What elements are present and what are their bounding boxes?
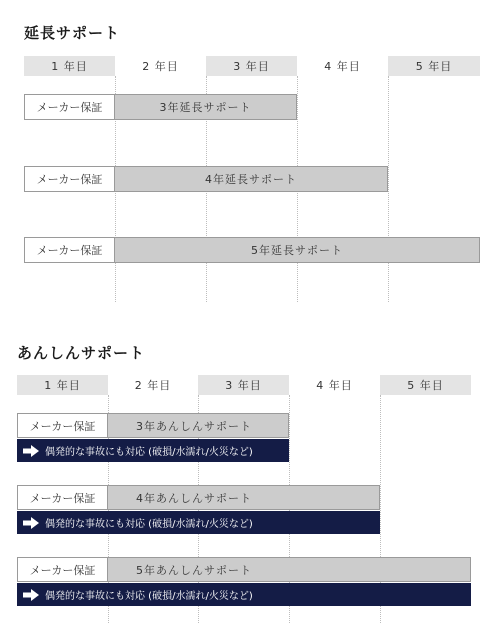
maker-warranty-label: メーカー保証	[17, 413, 108, 438]
extended-bar-3yr: 3年延長サポート	[115, 94, 297, 120]
extended-year-4: 4 年目	[297, 56, 388, 76]
extended-bar-4yr: 4年延長サポート	[115, 166, 388, 192]
extended-bar-5yr: 5年延長サポート	[115, 237, 480, 263]
extended-year-header	[24, 56, 480, 76]
extended-year-2: 2 年目	[115, 56, 206, 76]
maker-warranty-label: メーカー保証	[17, 557, 108, 582]
anshin-bar-4yr: 4年あんしんサポート	[108, 485, 380, 510]
anshin-note-4yr	[17, 511, 380, 534]
anshin-support-title: あんしんサポート	[17, 344, 146, 362]
anshin-note-3yr	[17, 439, 289, 462]
anshin-year-2: 2 年目	[108, 375, 198, 395]
anshin-year-1: 1 年目	[17, 375, 108, 395]
extended-gridline	[388, 76, 389, 302]
extended-support-title: 延長サポート	[24, 24, 121, 42]
right-arrow-icon	[23, 517, 39, 529]
extended-row-5yr	[24, 237, 480, 263]
maker-warranty-label: メーカー保証	[24, 237, 115, 263]
anshin-row-4yr	[17, 485, 380, 510]
accident-coverage-note: 偶発的な事故にも対応 (破損/水濡れ/火災など)	[45, 519, 253, 530]
right-arrow-icon	[23, 445, 39, 457]
anshin-year-3: 3 年目	[198, 375, 289, 395]
anshin-bar-5yr: 5年あんしんサポート	[108, 557, 471, 582]
maker-warranty-label: メーカー保証	[24, 94, 115, 120]
right-arrow-icon	[23, 589, 39, 601]
anshin-note-5yr	[17, 583, 471, 606]
accident-coverage-note: 偶発的な事故にも対応 (破損/水濡れ/火災など)	[45, 447, 253, 458]
extended-year-1: 1 年目	[24, 56, 115, 76]
maker-warranty-label: メーカー保証	[24, 166, 115, 192]
extended-row-3yr	[24, 94, 297, 120]
anshin-year-header	[17, 375, 471, 395]
extended-row-4yr	[24, 166, 388, 192]
anshin-row-5yr	[17, 557, 471, 582]
anshin-bar-3yr: 3年あんしんサポート	[108, 413, 289, 438]
anshin-year-4: 4 年目	[289, 375, 380, 395]
accident-coverage-note: 偶発的な事故にも対応 (破損/水濡れ/火災など)	[45, 591, 253, 602]
extended-year-3: 3 年目	[206, 56, 297, 76]
extended-year-5: 5 年目	[388, 56, 480, 76]
anshin-row-3yr	[17, 413, 289, 438]
maker-warranty-label: メーカー保証	[17, 485, 108, 510]
anshin-year-5: 5 年目	[380, 375, 471, 395]
